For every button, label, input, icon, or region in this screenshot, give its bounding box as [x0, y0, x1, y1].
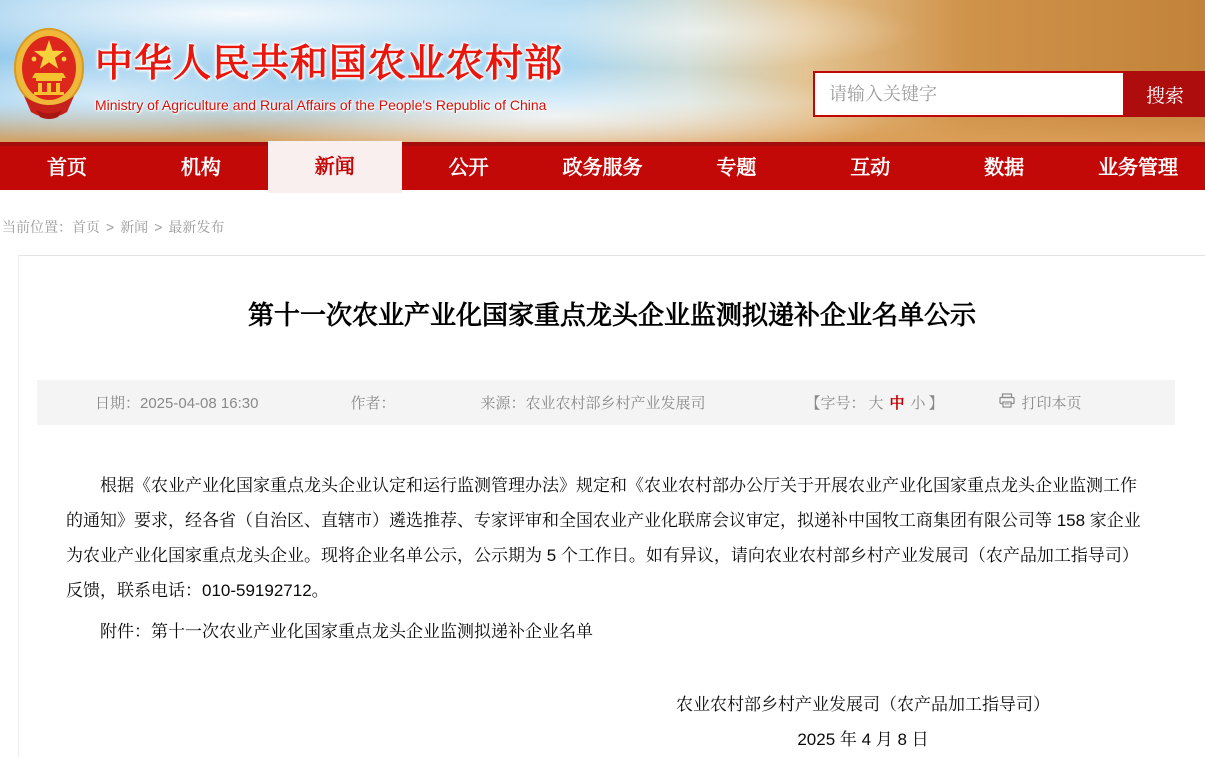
signature-department: 农业农村部乡村产业发展司（农产品加工指导司） — [676, 695, 1050, 714]
signature-block — [676, 687, 1050, 757]
font-size-prefix: 【字号： — [805, 395, 866, 412]
print-page-label: 打印本页 — [1021, 395, 1082, 412]
nav-item-topics[interactable]: 专题 — [716, 157, 757, 179]
font-size-small-button[interactable]: 小 — [910, 395, 926, 412]
page-title: 第十一次农业产业化国家重点龙头企业监测拟递补企业名单公示 — [247, 300, 976, 330]
org-identity — [95, 32, 563, 113]
article-author: 作者： — [350, 395, 396, 412]
breadcrumb-separator: > — [106, 219, 115, 235]
font-size-large-button[interactable]: 大 — [868, 395, 884, 412]
font-size-switcher — [805, 392, 943, 413]
article-paragraph: 根据《农业产业化国家重点龙头企业认定和运行监测管理办法》规定和《农业农村部办公厅关于开展农业产业化国家重点龙头企业监测工作的通知》要求，经各省（自治区、直辖市）遴选推荐、专家评审和全国农业产业化联席会议审定，拟递补中国牧工商集团有限公司等 158 家企业为农业产业化国家重点龙头企业。现将企业名单公示，公示期为 5 个工作日。如有异议，请向农业农村部乡村产业发展司（农产品加工指导司）反馈，联系电话：010-59192712。 — [66, 476, 1141, 600]
main-nav — [0, 146, 1205, 190]
org-name-cn: 中华人民共和国农业农村部 — [95, 43, 564, 85]
search-input[interactable] — [813, 71, 1125, 117]
nav-item-disclosure[interactable]: 公开 — [448, 157, 489, 179]
nav-item-business[interactable]: 业务管理 — [1098, 157, 1179, 179]
article-body — [19, 425, 1205, 757]
signature-date: 2025 年 4 月 8 日 — [797, 730, 929, 749]
org-name-en: Ministry of Agriculture and Rural Affairs of the People's Republic of China — [95, 97, 547, 113]
print-page-button[interactable] — [999, 392, 1082, 413]
breadcrumb-link-news[interactable]: 新闻 — [120, 219, 149, 235]
search-button[interactable]: 搜索 — [1125, 71, 1205, 117]
nav-item-data[interactable]: 数据 — [984, 157, 1025, 179]
nav-item-services[interactable]: 政务服务 — [562, 157, 643, 179]
attachment-link[interactable]: 附件：第十一次农业产业化国家重点龙头企业监测拟递补企业名单 — [100, 622, 593, 641]
nav-item-home[interactable]: 首页 — [46, 157, 87, 179]
breadcrumb-link-latest[interactable]: 最新发布 — [168, 219, 225, 235]
nav-item-news[interactable]: 新闻 — [268, 141, 402, 193]
breadcrumb-separator: > — [154, 219, 163, 235]
article-source: 来源：农业农村部乡村产业发展司 — [480, 395, 706, 412]
breadcrumb-link-home[interactable]: 首页 — [72, 219, 100, 235]
national-emblem-icon — [12, 26, 86, 123]
breadcrumb-prefix: 当前位置： — [2, 219, 72, 235]
article-meta-bar — [37, 380, 1175, 425]
font-size-medium-button[interactable]: 中 — [889, 395, 905, 412]
article-container — [18, 255, 1205, 757]
font-size-suffix: 】 — [928, 395, 944, 412]
article-date: 日期：2025-04-08 16:30 — [95, 395, 259, 412]
printer-icon — [999, 393, 1015, 412]
site-banner — [0, 0, 1205, 146]
nav-item-org[interactable]: 机构 — [180, 157, 221, 179]
breadcrumb — [2, 217, 1205, 237]
nav-item-interaction[interactable]: 互动 — [850, 157, 891, 179]
